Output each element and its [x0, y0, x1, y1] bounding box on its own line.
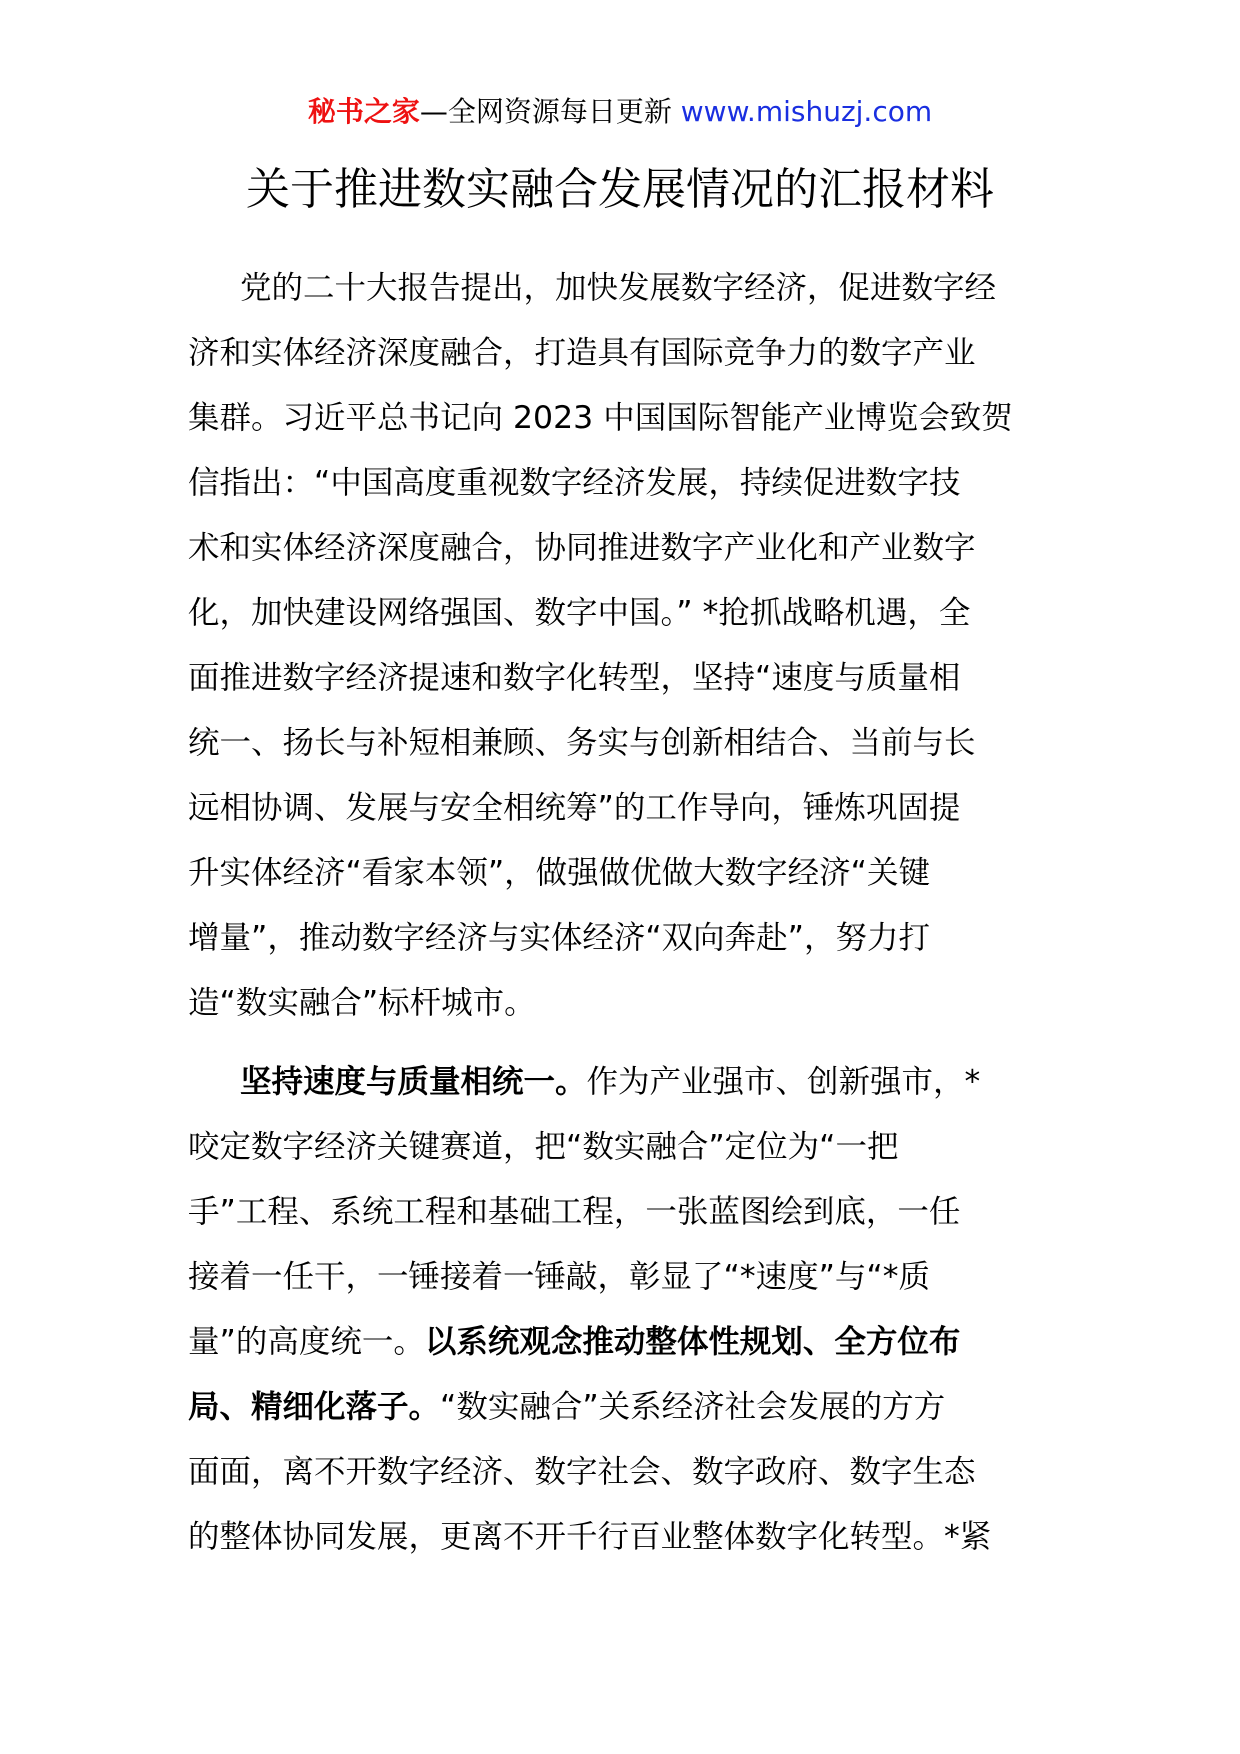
text-run: 量”的高度统一。	[188, 1324, 425, 1360]
header-tagline: —全网资源每日更新	[419, 95, 681, 128]
text-run: 作为产业强市、创新强市，*	[586, 1064, 981, 1100]
text-line: 远相协调、发展与安全相统筹”的工作导向，锤炼巩固提	[188, 790, 961, 826]
text-line: 的整体协同发展，更离不开千行百业整体数字化转型。*紧	[188, 1519, 992, 1555]
text-line: 术和实体经济深度融合，协同推进数字产业化和产业数字	[188, 530, 976, 566]
text-line	[188, 1050, 1054, 1115]
paragraph-intro	[188, 256, 1054, 1036]
document-title: 关于推进数实融合发展情况的汇报材料	[246, 164, 994, 215]
text-line: 升实体经济“看家本领”，做强做优做大数字经济“关键	[188, 855, 930, 891]
text-line: 党的二十大报告提出，加快发展数字经济，促进数字经	[240, 270, 997, 306]
text-line: 统一、扬长与补短相兼顾、务实与创新相结合、当前与长	[188, 725, 976, 761]
text-line: 增量”，推动数字经济与实体经济“双向奔赴”，努力打	[188, 920, 930, 956]
text-line: 济和实体经济深度融合，打造具有国际竞争力的数字产业	[188, 335, 976, 371]
text-run: “数实融合”关系经济社会发展的方方	[440, 1389, 946, 1425]
text-line: 造“数实融合”标杆城市。	[188, 985, 536, 1021]
paragraph-speed-quality	[188, 1050, 1054, 1570]
text-line	[188, 1375, 1054, 1440]
section-heading: 坚持速度与质量相统一。	[240, 1064, 587, 1100]
text-line: 面推进数字经济提速和数字化转型，坚持“速度与质量相	[188, 660, 961, 696]
text-line: 化，加快建设网络强国、数字中国。” *抢抓战略机遇，全	[188, 595, 971, 631]
subheading: 局、精细化落子。	[188, 1389, 441, 1425]
text-line: 接着一任干，一锤接着一锤敲，彰显了“*速度”与“*质	[188, 1259, 930, 1295]
brand-name: 秘书之家	[307, 95, 420, 128]
text-line	[188, 1310, 1054, 1375]
text-line: 咬定数字经济关键赛道，把“数实融合”定位为“一把	[188, 1129, 899, 1165]
text-line: 手”工程、系统工程和基础工程，一张蓝图绘到底，一任	[188, 1194, 961, 1230]
text-line: 信指出：“中国高度重视数字经济发展，持续促进数字技	[188, 465, 961, 501]
site-url-link[interactable]: www.mishuzj.com	[680, 95, 933, 128]
text-line: 集群。习近平总书记向 2023 中国国际智能产业博览会致贺	[188, 400, 1013, 436]
subheading: 以系统观念推动整体性规划、全方位布	[424, 1324, 961, 1360]
text-line: 面面，离不开数字经济、数字社会、数字政府、数字生态	[188, 1454, 976, 1490]
site-header	[0, 92, 1240, 132]
